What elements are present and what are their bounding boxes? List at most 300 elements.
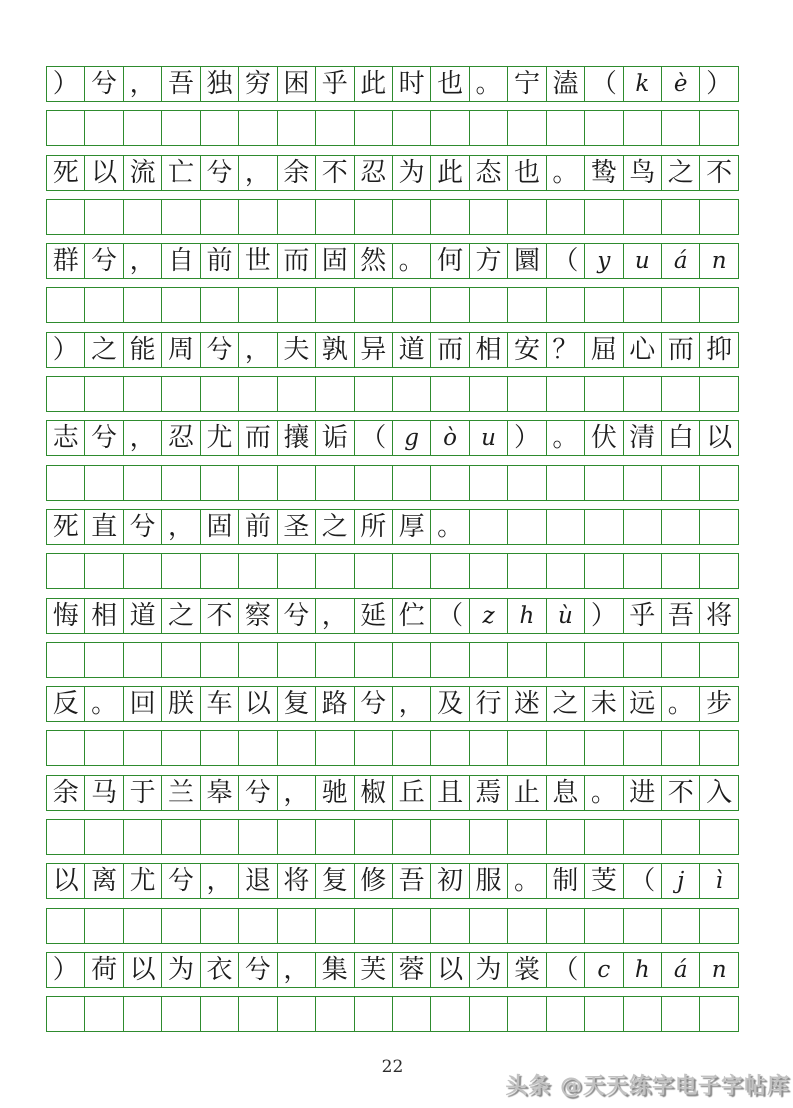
char-cell: 止 (507, 776, 545, 810)
practice-cell (469, 377, 507, 411)
char-cell: 衣 (200, 953, 238, 987)
practice-cell (392, 377, 430, 411)
char-cell: 前 (200, 244, 238, 278)
practice-cell (315, 200, 353, 234)
char-cell: 息 (546, 776, 584, 810)
practice-cell (161, 554, 199, 588)
char-cell: 。 (84, 687, 122, 721)
practice-cell (315, 288, 353, 322)
practice-cell (546, 820, 584, 854)
practice-cell (123, 200, 161, 234)
char-cell: 死 (52, 511, 79, 541)
char-cell: 白 (661, 421, 699, 455)
char-cell: 丘 (392, 776, 430, 810)
char-cell: 之 (84, 333, 122, 367)
practice-cell (661, 909, 699, 943)
char-cell: 直 (84, 510, 122, 544)
practice-cell (161, 377, 199, 411)
practice-cell (430, 997, 468, 1031)
char-cell: 吾 (392, 864, 430, 898)
char-cell: 修 (354, 864, 392, 898)
char-cell: z (469, 599, 507, 633)
practice-cell (161, 111, 199, 145)
practice-cell (354, 466, 392, 500)
char-cell: 荷 (84, 953, 122, 987)
char-cell: ， (161, 510, 199, 544)
char-cell: 兮 (84, 67, 122, 101)
char-cell: ò (430, 421, 468, 455)
char-cell: 复 (277, 687, 315, 721)
empty-cell (661, 510, 699, 544)
char-cell: 能 (123, 333, 161, 367)
practice-cell (161, 997, 199, 1031)
char-cell: 不 (699, 156, 737, 190)
practice-cell (469, 200, 507, 234)
practice-cell (507, 111, 545, 145)
text-row (46, 863, 739, 899)
char-cell: 抑 (699, 333, 737, 367)
char-cell: 不 (315, 156, 353, 190)
char-cell: ， (315, 599, 353, 633)
char-cell: 困 (277, 67, 315, 101)
practice-cell (354, 643, 392, 677)
char-cell: h (507, 599, 545, 633)
practice-cell (277, 200, 315, 234)
char-cell: y (584, 244, 622, 278)
char-cell: 何 (430, 244, 468, 278)
practice-cell (392, 111, 430, 145)
char-cell: 将 (277, 864, 315, 898)
char-cell: （ (623, 864, 661, 898)
practice-cell (315, 731, 353, 765)
char-cell: 驰 (315, 776, 353, 810)
char-cell: n (699, 244, 737, 278)
char-cell: 乎 (315, 67, 353, 101)
char-cell: u (623, 244, 661, 278)
practice-cell (277, 997, 315, 1031)
char-cell: h (623, 953, 661, 987)
practice-cell (123, 731, 161, 765)
char-cell: 吾 (661, 599, 699, 633)
char-cell: 服 (469, 864, 507, 898)
practice-cell (699, 111, 737, 145)
practice-cell (507, 200, 545, 234)
char-cell: 鸟 (623, 156, 661, 190)
practice-cell (430, 377, 468, 411)
practice-cell (507, 377, 545, 411)
practice-cell (123, 643, 161, 677)
char-cell: 将 (699, 599, 737, 633)
char-cell: 周 (161, 333, 199, 367)
practice-cell (84, 820, 122, 854)
practice-cell (315, 820, 353, 854)
practice-cell (430, 820, 468, 854)
practice-cell (661, 200, 699, 234)
practice-cell (354, 731, 392, 765)
practice-cell (123, 909, 161, 943)
practice-cell (546, 909, 584, 943)
char-cell: 。 (507, 864, 545, 898)
char-cell: 以 (238, 687, 276, 721)
practice-cell (238, 820, 276, 854)
practice-cell (277, 731, 315, 765)
practice-cell (277, 288, 315, 322)
practice-cell (315, 377, 353, 411)
char-cell: 时 (392, 67, 430, 101)
practice-cell (123, 466, 161, 500)
practice-cell (161, 643, 199, 677)
char-cell: 伫 (392, 599, 430, 633)
practice-cell (699, 731, 737, 765)
char-cell: 兮 (200, 156, 238, 190)
char-cell: 独 (200, 67, 238, 101)
practice-cell (469, 731, 507, 765)
practice-cell (47, 111, 84, 145)
char-cell: 皋 (200, 776, 238, 810)
char-cell: 离 (84, 864, 122, 898)
empty-cell (469, 510, 507, 544)
practice-cell (315, 111, 353, 145)
char-cell: ， (123, 67, 161, 101)
char-cell: 芙 (354, 953, 392, 987)
char-cell: 于 (123, 776, 161, 810)
practice-cell (47, 731, 84, 765)
char-cell: 世 (238, 244, 276, 278)
char-cell: 群 (52, 246, 79, 276)
char-cell: 行 (469, 687, 507, 721)
practice-row (46, 819, 739, 855)
practice-cell (430, 288, 468, 322)
char-cell: 余 (52, 777, 79, 807)
char-cell: ù (546, 599, 584, 633)
practice-cell (584, 997, 622, 1031)
practice-cell (584, 820, 622, 854)
practice-cell (661, 997, 699, 1031)
char-cell: 而 (661, 333, 699, 367)
char-cell: 步 (699, 687, 737, 721)
practice-cell (84, 466, 122, 500)
practice-row (46, 110, 739, 146)
char-cell: ， (200, 864, 238, 898)
char-cell: 攘 (277, 421, 315, 455)
practice-cell (315, 466, 353, 500)
practice-cell (84, 111, 122, 145)
practice-cell (546, 200, 584, 234)
practice-cell (392, 466, 430, 500)
practice-cell (161, 820, 199, 854)
char-cell: ） (52, 954, 79, 984)
practice-cell (84, 288, 122, 322)
char-cell: 异 (354, 333, 392, 367)
practice-cell (161, 466, 199, 500)
char-cell: 兮 (200, 333, 238, 367)
char-cell: ） (584, 599, 622, 633)
practice-cell (392, 909, 430, 943)
text-row (46, 686, 739, 722)
practice-cell (277, 643, 315, 677)
char-cell: 马 (84, 776, 122, 810)
char-cell: 悔 (52, 600, 79, 630)
empty-cell (584, 510, 622, 544)
char-cell: 入 (699, 776, 737, 810)
practice-cell (507, 909, 545, 943)
practice-cell (623, 731, 661, 765)
practice-cell (84, 731, 122, 765)
char-cell: 而 (238, 421, 276, 455)
practice-cell (238, 377, 276, 411)
char-cell: ， (123, 244, 161, 278)
practice-cell (430, 643, 468, 677)
practice-cell (123, 288, 161, 322)
practice-cell (699, 820, 737, 854)
char-cell: 兮 (238, 776, 276, 810)
practice-row (46, 996, 739, 1032)
practice-cell (661, 731, 699, 765)
practice-cell (200, 377, 238, 411)
practice-row (46, 199, 739, 235)
practice-cell (84, 909, 122, 943)
char-cell: ） (52, 69, 79, 98)
practice-cell (200, 466, 238, 500)
practice-cell (47, 643, 84, 677)
practice-cell (200, 288, 238, 322)
char-cell: 芰 (584, 864, 622, 898)
practice-cell (123, 820, 161, 854)
char-cell: ？ (546, 333, 584, 367)
practice-cell (584, 377, 622, 411)
text-row (46, 775, 739, 811)
practice-cell (277, 820, 315, 854)
practice-row (46, 553, 739, 589)
practice-cell (123, 111, 161, 145)
char-cell: 以 (123, 953, 161, 987)
char-cell: á (661, 953, 699, 987)
practice-cell (507, 554, 545, 588)
practice-cell (623, 820, 661, 854)
practice-cell (84, 997, 122, 1031)
char-cell: （ (546, 244, 584, 278)
practice-cell (392, 731, 430, 765)
char-cell: 相 (469, 333, 507, 367)
char-cell: 志 (52, 423, 79, 453)
practice-cell (584, 643, 622, 677)
practice-cell (161, 200, 199, 234)
practice-cell (623, 554, 661, 588)
practice-cell (354, 554, 392, 588)
watermark: 头条 @天天练字电子字帖库 (505, 1074, 790, 1099)
char-cell: 圣 (277, 510, 315, 544)
practice-cell (584, 909, 622, 943)
char-cell: 制 (546, 864, 584, 898)
char-cell: 安 (507, 333, 545, 367)
char-cell: 方 (469, 244, 507, 278)
practice-cell (47, 554, 84, 588)
char-cell: 也 (430, 67, 468, 101)
practice-cell (84, 643, 122, 677)
practice-cell (584, 200, 622, 234)
char-cell: ） (507, 421, 545, 455)
char-cell: g (392, 421, 430, 455)
practice-cell (507, 466, 545, 500)
text-row (46, 243, 739, 279)
practice-cell (699, 554, 737, 588)
practice-cell (507, 288, 545, 322)
text-row (46, 155, 739, 191)
practice-cell (354, 200, 392, 234)
practice-cell (47, 200, 84, 234)
practice-cell (430, 466, 468, 500)
practice-cell (661, 554, 699, 588)
char-cell: 迷 (507, 687, 545, 721)
practice-cell (623, 111, 661, 145)
char-cell: （ (354, 421, 392, 455)
practice-cell (354, 909, 392, 943)
char-cell: 椒 (354, 776, 392, 810)
char-cell: 为 (161, 953, 199, 987)
char-cell: 远 (623, 687, 661, 721)
char-cell: ， (392, 687, 430, 721)
practice-cell (354, 997, 392, 1031)
practice-cell (623, 200, 661, 234)
char-cell: 流 (123, 156, 161, 190)
char-cell: 兮 (123, 510, 161, 544)
char-cell: 集 (315, 953, 353, 987)
char-cell: 溘 (546, 67, 584, 101)
char-cell: 鸷 (584, 156, 622, 190)
practice-cell (200, 643, 238, 677)
char-cell: （ (584, 67, 622, 101)
empty-cell (623, 510, 661, 544)
practice-cell (200, 997, 238, 1031)
practice-cell (546, 288, 584, 322)
char-cell: 之 (315, 510, 353, 544)
char-cell: ， (238, 333, 276, 367)
practice-cell (315, 643, 353, 677)
practice-cell (354, 288, 392, 322)
char-cell: 而 (277, 244, 315, 278)
practice-cell (469, 643, 507, 677)
char-cell: 所 (354, 510, 392, 544)
char-cell: è (661, 67, 699, 101)
char-cell: ） (52, 334, 79, 364)
char-cell: 兰 (161, 776, 199, 810)
char-cell: 心 (623, 333, 661, 367)
char-cell: 圜 (507, 244, 545, 278)
practice-cell (661, 288, 699, 322)
practice-row (46, 376, 739, 412)
char-cell: 忍 (354, 156, 392, 190)
char-cell: 兮 (238, 953, 276, 987)
practice-cell (238, 288, 276, 322)
char-cell: 察 (238, 599, 276, 633)
char-cell: 而 (430, 333, 468, 367)
practice-cell (200, 731, 238, 765)
practice-cell (430, 111, 468, 145)
practice-cell (623, 288, 661, 322)
practice-cell (238, 643, 276, 677)
page-number: 22 (381, 1057, 404, 1077)
practice-cell (277, 554, 315, 588)
char-cell: 兮 (161, 864, 199, 898)
practice-cell (277, 111, 315, 145)
practice-cell (238, 909, 276, 943)
char-cell: 固 (315, 244, 353, 278)
practice-cell (623, 466, 661, 500)
practice-cell (507, 643, 545, 677)
empty-cell (546, 510, 584, 544)
practice-cell (392, 643, 430, 677)
practice-cell (623, 643, 661, 677)
practice-cell (238, 200, 276, 234)
char-cell: 。 (546, 156, 584, 190)
practice-cell (123, 554, 161, 588)
practice-cell (469, 820, 507, 854)
char-cell: 为 (392, 156, 430, 190)
char-cell: u (469, 421, 507, 455)
practice-cell (200, 820, 238, 854)
empty-cell (699, 510, 737, 544)
practice-cell (392, 820, 430, 854)
practice-cell (430, 731, 468, 765)
practice-cell (161, 909, 199, 943)
char-cell: 。 (546, 421, 584, 455)
practice-cell (392, 997, 430, 1031)
practice-cell (315, 554, 353, 588)
char-cell: ， (238, 156, 276, 190)
char-cell: 以 (699, 421, 737, 455)
practice-cell (699, 997, 737, 1031)
char-cell: 回 (123, 687, 161, 721)
practice-row (46, 642, 739, 678)
practice-cell (546, 643, 584, 677)
practice-row (46, 908, 739, 944)
char-cell: 之 (546, 687, 584, 721)
practice-cell (546, 377, 584, 411)
text-row (46, 952, 739, 988)
char-cell: 蓉 (392, 953, 430, 987)
practice-cell (430, 200, 468, 234)
practice-cell (699, 200, 737, 234)
char-cell: 。 (661, 687, 699, 721)
practice-cell (507, 731, 545, 765)
char-cell: 此 (354, 67, 392, 101)
practice-cell (123, 997, 161, 1031)
practice-cell (469, 111, 507, 145)
practice-cell (546, 997, 584, 1031)
practice-cell (238, 111, 276, 145)
char-cell: ， (277, 953, 315, 987)
practice-cell (623, 377, 661, 411)
practice-row (46, 465, 739, 501)
char-cell: 以 (52, 866, 79, 896)
char-cell: 乎 (623, 599, 661, 633)
practice-cell (661, 820, 699, 854)
practice-cell (699, 377, 737, 411)
practice-cell (546, 111, 584, 145)
practice-cell (392, 200, 430, 234)
char-cell: 自 (161, 244, 199, 278)
practice-cell (469, 909, 507, 943)
practice-cell (161, 288, 199, 322)
char-cell: j (661, 864, 699, 898)
char-cell: 以 (430, 953, 468, 987)
char-cell: 及 (430, 687, 468, 721)
char-cell: 兮 (84, 421, 122, 455)
char-cell: （ (546, 953, 584, 987)
practice-cell (699, 288, 737, 322)
practice-cell (238, 554, 276, 588)
practice-cell (507, 997, 545, 1031)
